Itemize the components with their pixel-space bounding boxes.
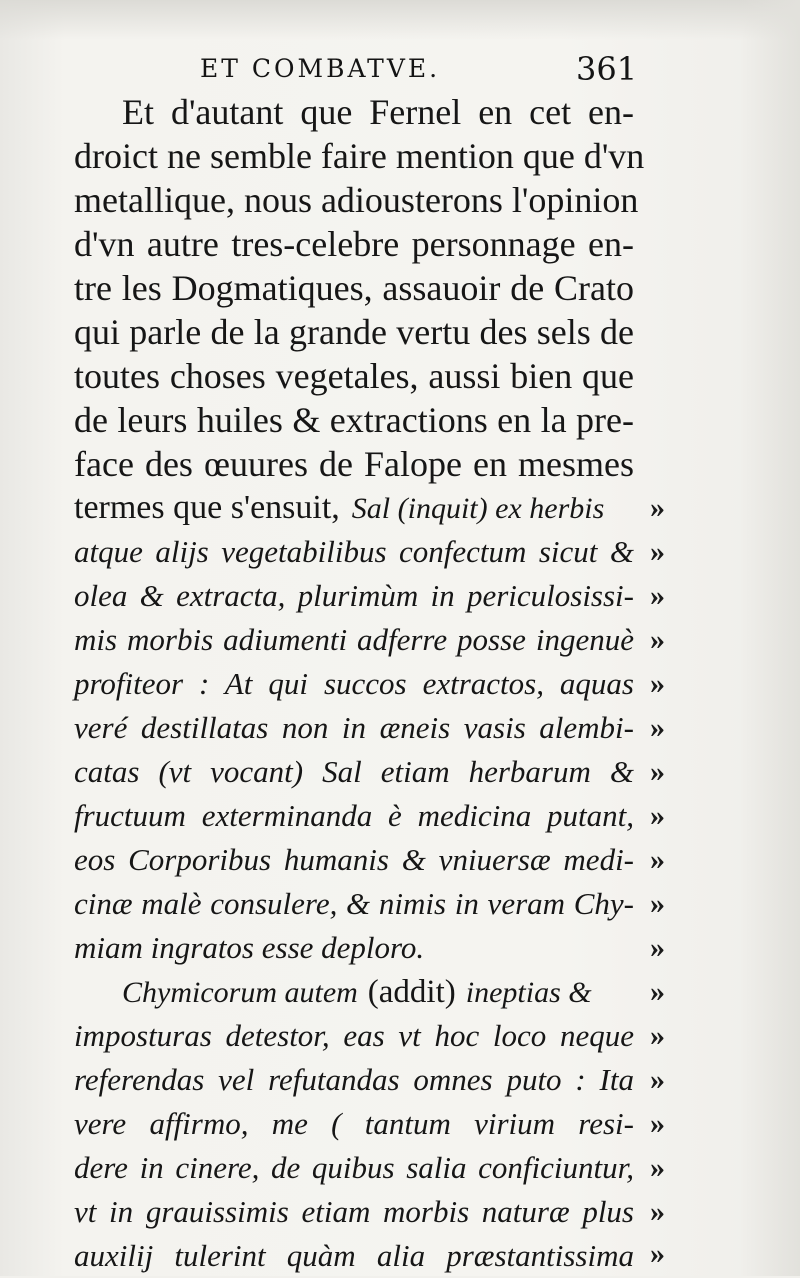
marginal-quote-mark: » — [650, 843, 665, 876]
marginal-quote-mark: » — [650, 1019, 665, 1052]
quote-line: veré destillatas non in æneis vasis alembi- — [74, 710, 634, 745]
running-head — [0, 50, 800, 90]
text-line-mixed — [74, 486, 634, 530]
quote-line: dere in cinere, de quibus salia conficiuntur, — [74, 1150, 634, 1185]
marginal-quote-mark: » — [650, 1237, 665, 1270]
marginal-quote-mark: » — [650, 799, 665, 832]
marginal-quote-mark: » — [650, 1063, 665, 1096]
italic-fragment: Chymicorum autem — [122, 976, 358, 1009]
marginal-quote-mark: » — [650, 711, 665, 744]
marginal-quote-mark: » — [650, 1151, 665, 1184]
quote-line: profiteor : At qui succos extractos, aquas — [74, 666, 634, 701]
italic-fragment: Sal (inquit) ex herbis — [351, 492, 605, 525]
quote-line: auxilij tulerint quàm alia præstantissima — [74, 1238, 634, 1273]
text-line: droict ne semble faire mention que d'vn — [74, 136, 645, 176]
text-line: tre les Dogmatiques, assauoir de Crato — [74, 268, 634, 308]
marginal-quote-mark: » — [650, 535, 665, 568]
marginal-quote-mark: » — [650, 579, 665, 612]
marginal-quote-mark: » — [650, 667, 665, 700]
quote-line: cinæ malè consulere, & nimis in veram Chy- — [74, 886, 634, 921]
marginal-quote-mark: » — [650, 975, 665, 1008]
quote-line: olea & extracta, plurimùm in periculosissi- — [74, 578, 634, 613]
quote-line: fructuum exterminanda è medicina putant, — [74, 798, 634, 833]
marginal-quote-mark: » — [650, 491, 665, 524]
quote-line: referendas vel refutandas omnes puto : Ita — [74, 1062, 634, 1097]
quote-line: miam ingratos esse deploro. — [74, 930, 425, 965]
quote-line: atque alijs vegetabilibus confectum sicut & — [74, 534, 634, 569]
quote-line-mixed — [74, 970, 634, 1014]
running-title: ET COMBATVE. — [200, 54, 441, 83]
page-gutter-shadow — [740, 0, 800, 1276]
quote-line: imposturas detestor, eas vt hoc loco neque — [74, 1018, 634, 1053]
marginal-quote-mark: » — [650, 1107, 665, 1140]
roman-fragment: termes que s'ensuit, — [74, 489, 340, 526]
marginal-quote-mark: » — [650, 755, 665, 788]
marginal-quote-mark: » — [650, 887, 665, 920]
text-line: de leurs huiles & extractions en la pre- — [74, 400, 634, 440]
italic-fragment: ineptias & — [465, 976, 592, 1009]
quote-line: vere affirmo, me ( tantum virium resi- — [74, 1106, 634, 1141]
text-line: face des œuures de Falope en mesmes — [74, 444, 634, 484]
text-line: metallique, nous adiousterons l'opinion — [74, 180, 639, 220]
quote-line: catas (vt vocant) Sal etiam herbarum & — [74, 754, 634, 789]
quote-line: eos Corporibus humanis & vniuersæ medi- — [74, 842, 634, 877]
marginal-quote-mark: » — [650, 623, 665, 656]
page-number: 361 — [576, 50, 638, 88]
quote-line: mis morbis adiumenti adferre posse ingenuè — [74, 622, 634, 657]
text-line: Et d'autant que Fernel en cet en- — [122, 92, 634, 132]
text-line: toutes choses vegetales, aussi bien que — [74, 356, 634, 396]
marginal-quote-mark: » — [650, 1195, 665, 1228]
page-edge-shadow — [0, 0, 800, 40]
roman-fragment: (addit) — [367, 974, 456, 1010]
text-line: d'vn autre tres-celebre personnage en- — [74, 224, 634, 264]
quote-line: vt in grauissimis etiam morbis naturæ plus — [74, 1194, 634, 1229]
marginal-quote-mark: » — [650, 931, 665, 964]
text-line: qui parle de la grande vertu des sels de — [74, 312, 634, 352]
